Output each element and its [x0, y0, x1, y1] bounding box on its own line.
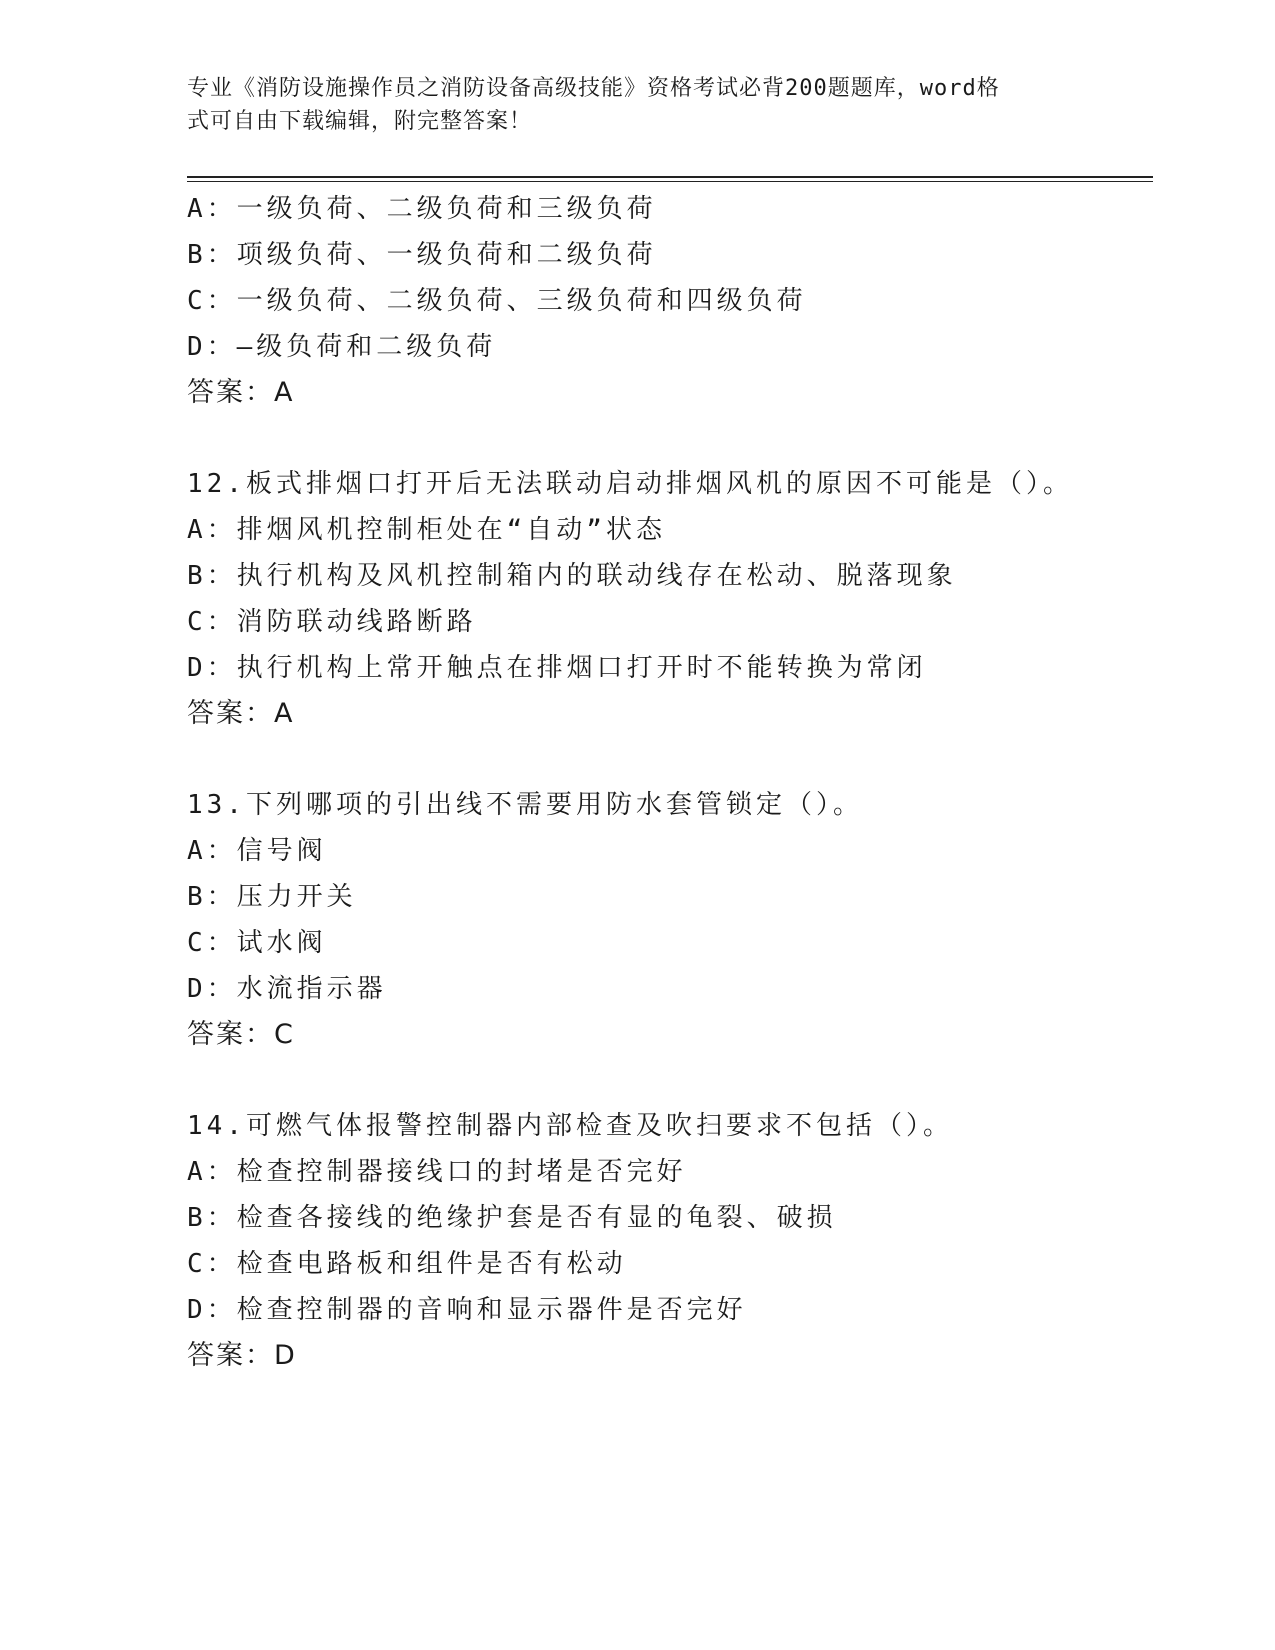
option-c: C：一级负荷、二级负荷、三级负荷和四级负荷	[187, 286, 807, 316]
option-b: B：执行机构及风机控制箱内的联动线存在松动、脱落现象	[187, 561, 957, 591]
question-list	[187, 186, 1153, 1379]
document-header	[187, 72, 1077, 138]
question-13	[187, 782, 1153, 1058]
spacer	[187, 416, 1153, 461]
question-text: 14.可燃气体报警控制器内部检查及吹扫要求不包括（）。	[187, 1111, 953, 1141]
option-d: D：执行机构上常开触点在排烟口打开时不能转换为常闭	[187, 653, 927, 683]
option-c: C：试水阀	[187, 928, 327, 958]
header-rule-thin	[187, 181, 1153, 182]
question-11	[187, 186, 1153, 416]
question-12	[187, 461, 1153, 737]
question-text: 12.板式排烟口打开后无法联动启动排烟风机的原因不可能是（）。	[187, 469, 1073, 499]
question-14	[187, 1103, 1153, 1379]
answer-line: 答案：D	[187, 1340, 297, 1371]
spacer	[187, 737, 1153, 782]
spacer	[187, 1058, 1153, 1103]
option-c: C：消防联动线路断路	[187, 607, 477, 637]
option-a: A：信号阀	[187, 836, 327, 866]
answer-line: 答案：A	[187, 377, 295, 408]
option-d: D：—级负荷和二级负荷	[187, 332, 497, 362]
option-c: C：检查电路板和组件是否有松动	[187, 1249, 627, 1279]
option-a: A：排烟风机控制柜处在“自动”状态	[187, 515, 666, 545]
option-a: A：检查控制器接线口的封堵是否完好	[187, 1157, 687, 1187]
question-text: 13.下列哪项的引出线不需要用防水套管锁定（）。	[187, 790, 863, 820]
header-line-1: 专业《消防设施操作员之消防设备高级技能》资格考试必背200题题库，word格	[187, 76, 1000, 101]
option-d: D：检查控制器的音响和显示器件是否完好	[187, 1295, 747, 1325]
answer-line: 答案：C	[187, 1019, 295, 1050]
header-rule-thick	[187, 176, 1153, 178]
option-b: B：检查各接线的绝缘护套是否有显的龟裂、破损	[187, 1203, 837, 1233]
option-a: A：一级负荷、二级负荷和三级负荷	[187, 194, 657, 224]
option-b: B：项级负荷、一级负荷和二级负荷	[187, 240, 657, 270]
option-b: B：压力开关	[187, 882, 357, 912]
header-line-2: 式可自由下载编辑，附完整答案！	[187, 109, 533, 134]
option-d: D：水流指示器	[187, 974, 387, 1004]
answer-line: 答案：A	[187, 698, 295, 729]
